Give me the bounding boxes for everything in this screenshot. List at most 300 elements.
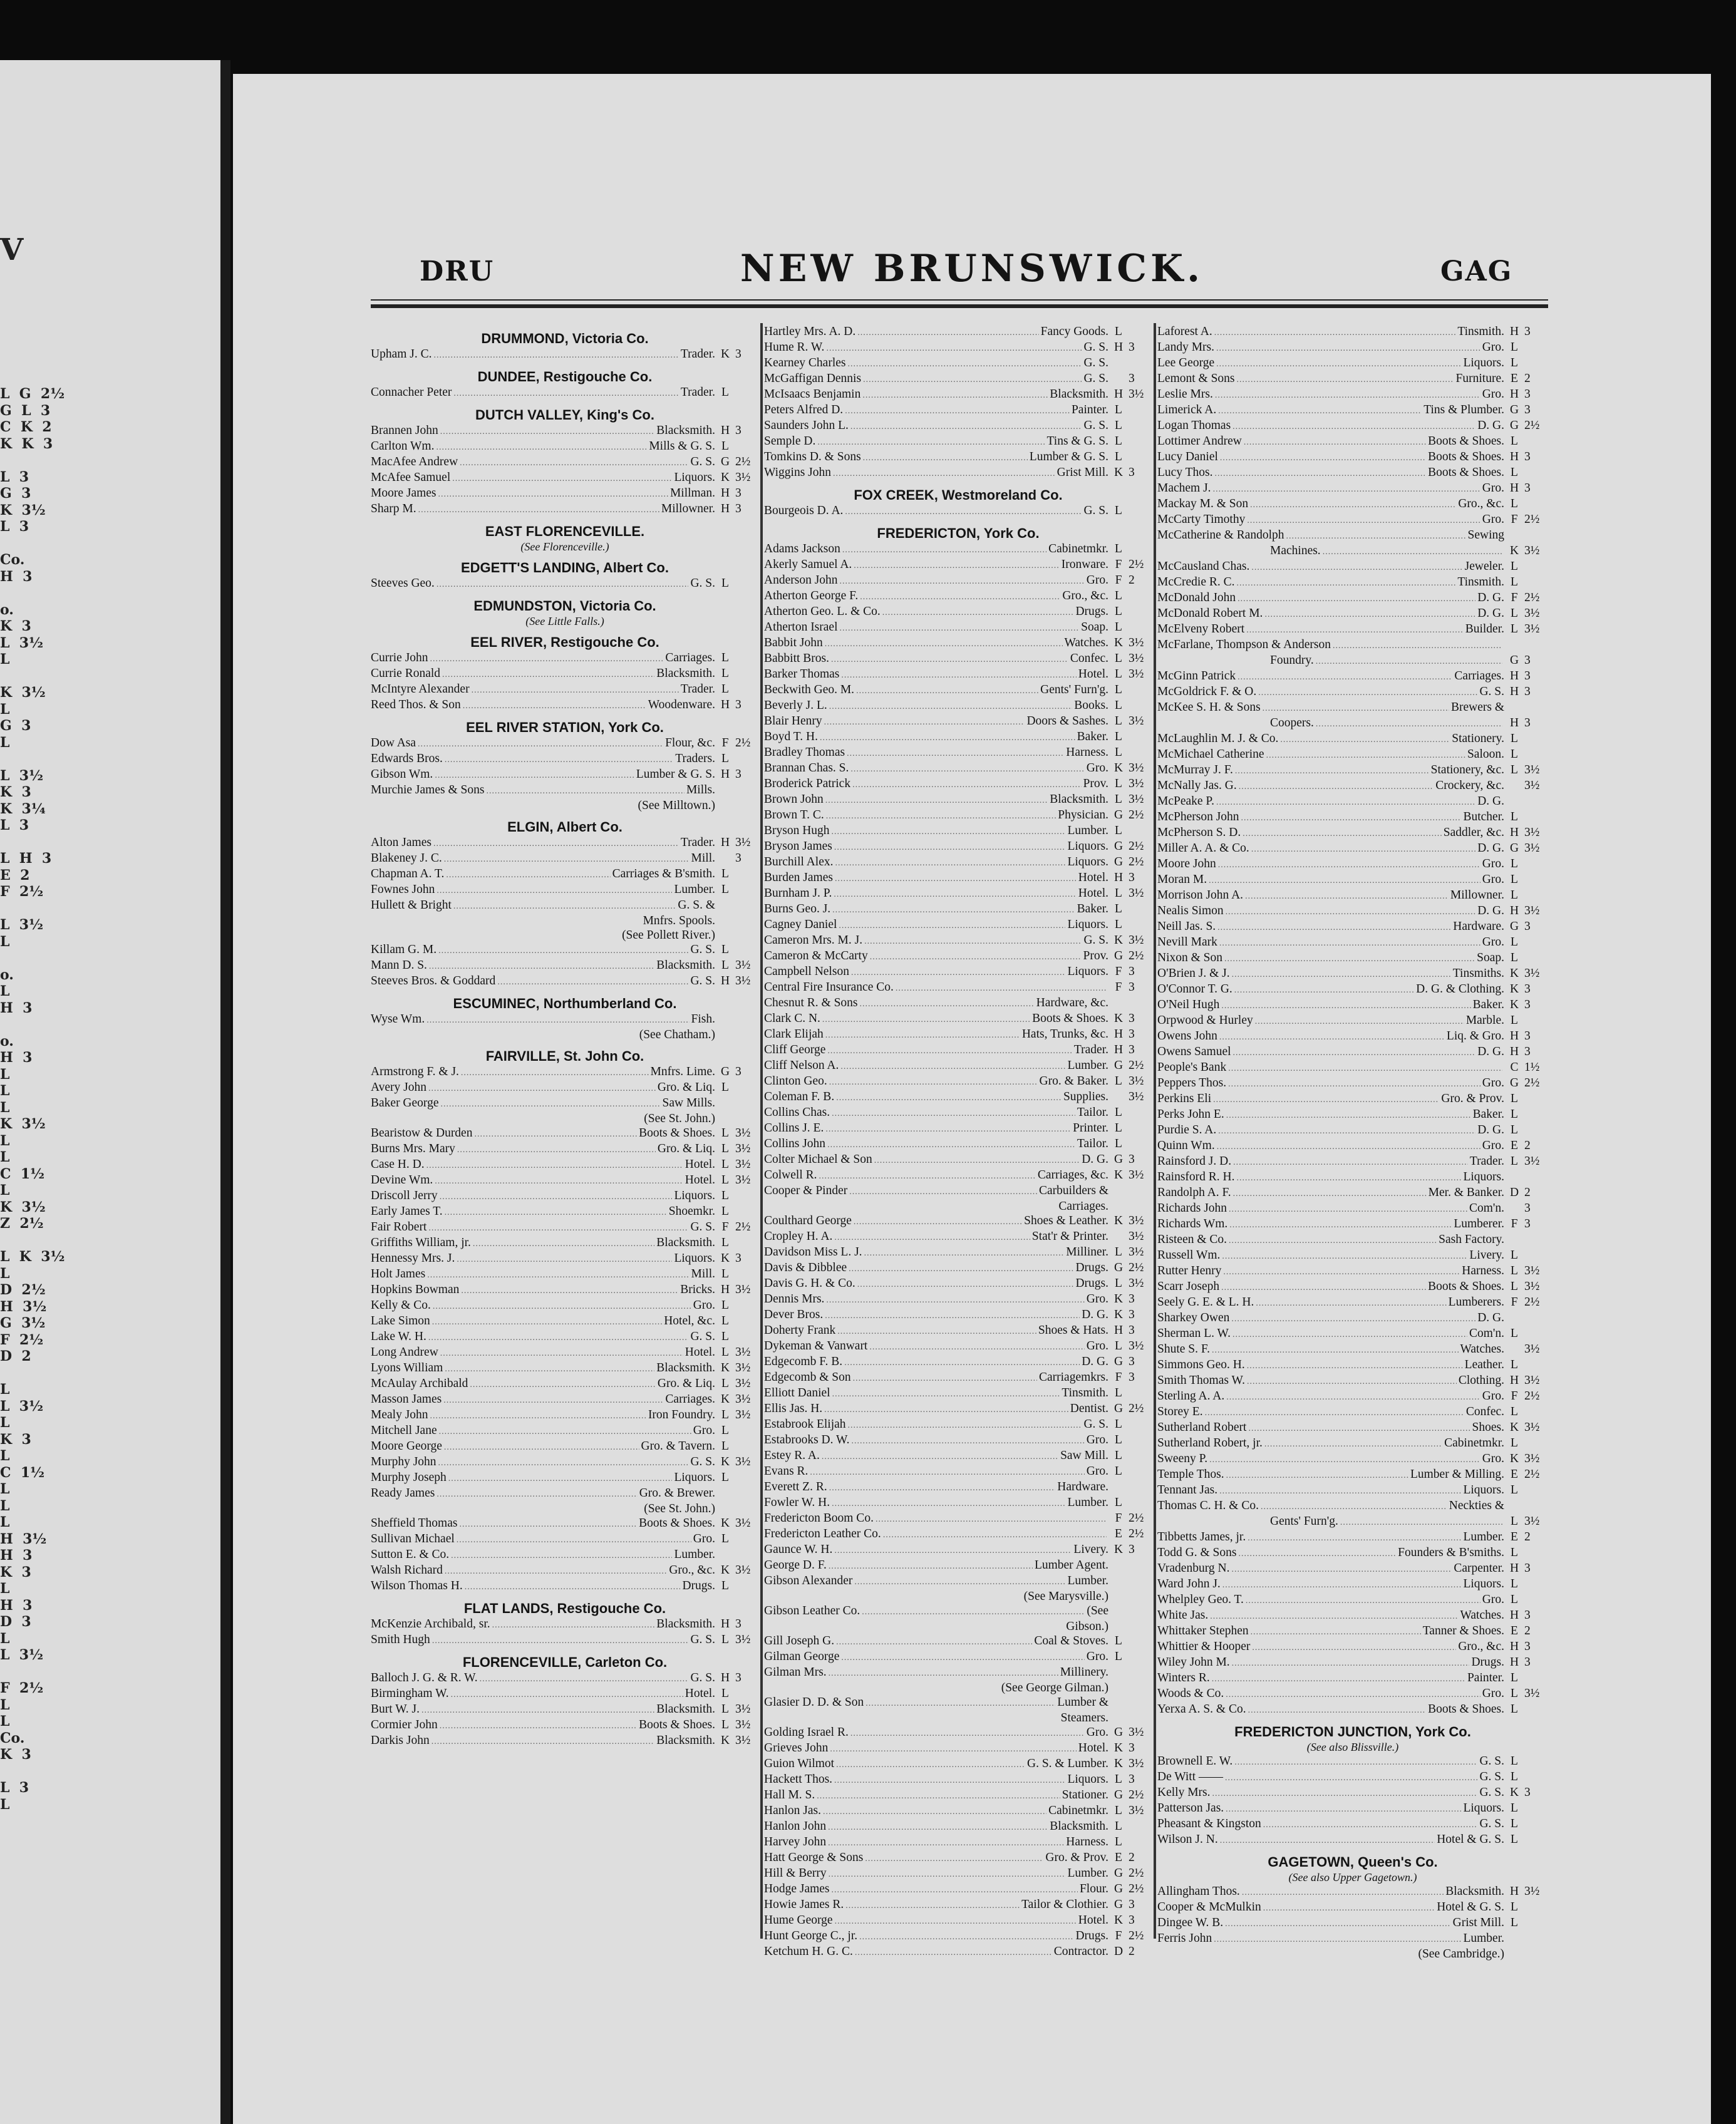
- entry-name: Coulthard George: [764, 1214, 852, 1227]
- continuation-line: Carriages.: [1058, 1200, 1108, 1213]
- entry-credit-rating: K: [1509, 1421, 1519, 1434]
- entry-credit-rating: L: [1115, 1418, 1122, 1431]
- entry-name: Wiley John M.: [1157, 1656, 1230, 1669]
- entry-capital-rating: 2: [1524, 1186, 1531, 1199]
- entry-name: Hodge James: [764, 1882, 830, 1895]
- entry-capital-rating: 2½: [1524, 1076, 1540, 1090]
- left-page-rating-fragment: L 3: [0, 817, 29, 833]
- directory-entry: [371, 1547, 759, 1563]
- entry-business: Trader.: [680, 386, 715, 399]
- entry-business: Gro.: [1086, 1650, 1108, 1663]
- entry-business: Gro.: [1482, 1593, 1504, 1606]
- entry-credit-rating: L: [1115, 793, 1122, 806]
- directory-entry: [1157, 1900, 1548, 1915]
- leader-dots: [1219, 936, 1480, 951]
- directory-entry: [764, 1011, 1152, 1027]
- entry-business: Watches.: [1064, 636, 1108, 649]
- leader-dots: [1263, 1818, 1478, 1832]
- entry-name: Sheffield Thomas: [371, 1517, 458, 1530]
- entry-credit-rating: H: [1509, 388, 1519, 401]
- entry-business: Shoes & Leather.: [1024, 1214, 1108, 1227]
- entry-credit-rating: L: [721, 1314, 729, 1328]
- leader-dots: [832, 1106, 1075, 1121]
- entry-name: Wilson Thomas H.: [371, 1579, 463, 1592]
- entry-name: Whittaker Stephen: [1157, 1624, 1249, 1637]
- directory-entry: [764, 1260, 1152, 1276]
- entry-business: Lumberers.: [1448, 1296, 1504, 1309]
- leader-dots: [1219, 1484, 1461, 1498]
- entry-credit-rating: G: [1113, 1867, 1124, 1880]
- entry-credit-rating: K: [1509, 544, 1519, 557]
- entry-name: Wyse Wm.: [371, 1013, 425, 1026]
- leader-dots: [831, 652, 1068, 667]
- entry-business: G. S.: [690, 1220, 715, 1234]
- entry-business: G. S.: [1083, 1418, 1108, 1431]
- leader-dots: [1323, 545, 1502, 559]
- entry-capital-rating: 3: [1524, 1609, 1531, 1622]
- town-heading: FREDERICTON JUNCTION, York Co.: [1234, 1724, 1471, 1740]
- entry-business: Baker.: [1472, 1108, 1504, 1121]
- entry-name: Early James T.: [371, 1205, 443, 1218]
- directory-entry: [1157, 1884, 1548, 1900]
- entry-business: G. S.: [1083, 372, 1108, 385]
- directory-entry: [1157, 747, 1548, 763]
- leader-dots: [1234, 983, 1414, 998]
- entry-name: Bryson Hugh: [764, 824, 830, 837]
- directory-entry: [1157, 1123, 1548, 1138]
- entry-name: Saunders John L.: [764, 419, 849, 432]
- leader-dots: [1250, 498, 1456, 512]
- entry-business: Hotel.: [1078, 1914, 1108, 1927]
- entry-business: Lumber.: [1067, 824, 1108, 837]
- leader-dots: [444, 852, 690, 867]
- entry-name: Howie James R.: [764, 1898, 844, 1911]
- entry-name: Hatt George & Sons: [764, 1851, 864, 1864]
- entry-business: Gro.: [1086, 1465, 1108, 1478]
- entry-credit-rating: G: [1509, 654, 1519, 667]
- entry-capital-rating: 3½: [1524, 826, 1540, 839]
- entry-credit-rating: L: [721, 1633, 729, 1646]
- entry-credit-rating: L: [1115, 435, 1122, 448]
- entry-name: Winters R.: [1157, 1671, 1210, 1684]
- leader-dots: [819, 1169, 1036, 1183]
- entry-credit-rating: L: [721, 1346, 729, 1359]
- leader-dots: [842, 543, 1046, 557]
- directory-entry: [371, 1455, 759, 1470]
- entry-name: Glasier D. D. & Son: [764, 1696, 864, 1709]
- directory-entry: [371, 1282, 759, 1298]
- directory-entry: [764, 1152, 1152, 1168]
- entry-business: Blacksmith.: [656, 1361, 715, 1374]
- entry-capital-rating: 3½: [1524, 1264, 1540, 1277]
- entry-credit-rating: G: [1113, 808, 1124, 822]
- entry-name: Broderick Patrick: [764, 777, 851, 790]
- entry-name: McCarty Timothy: [1157, 513, 1246, 526]
- entry-name: Baker George: [371, 1096, 439, 1110]
- entry-name: Sharkey Owen: [1157, 1311, 1230, 1324]
- entry-business: Tinsmith.: [1062, 1386, 1108, 1400]
- entry-capital-rating: 3½: [1524, 1515, 1540, 1528]
- town-heading: DUNDEE, Restigouche Co.: [477, 369, 653, 384]
- entry-name: Kearney Charles: [764, 356, 846, 369]
- directory-entry: [1157, 731, 1548, 747]
- leader-dots: [823, 1805, 1046, 1819]
- entry-business: Mills & G. S.: [649, 440, 715, 453]
- directory-entry: [764, 1756, 1152, 1772]
- entry-name: Cooper & Pinder: [764, 1184, 848, 1197]
- entry-business: Lumber.: [1463, 1530, 1504, 1544]
- continuation-line: (See Chatham.): [639, 1028, 715, 1041]
- entry-business: Bricks.: [680, 1283, 715, 1296]
- entry-business: Builder.: [1465, 622, 1504, 636]
- entry-name: Rainsford J. D.: [1157, 1155, 1232, 1168]
- entry-name: O'Neil Hugh: [1157, 998, 1220, 1011]
- entry-credit-rating: F: [1115, 1512, 1122, 1525]
- entry-business: Shoes.: [1472, 1421, 1504, 1434]
- entry-credit-rating: L: [721, 1236, 729, 1249]
- entry-credit-rating: L: [721, 1205, 729, 1218]
- entry-credit-rating: H: [1113, 1028, 1124, 1041]
- directory-entry: [764, 698, 1152, 714]
- entry-name: Evans R.: [764, 1465, 809, 1478]
- leader-dots: [1226, 1468, 1408, 1483]
- entry-name: Murchie James & Sons: [371, 783, 485, 796]
- entry-credit-rating: H: [1509, 1640, 1519, 1653]
- leader-dots: [836, 1758, 1025, 1772]
- entry-credit-rating: L: [721, 1330, 729, 1343]
- entry-capital-rating: 3: [1524, 1640, 1531, 1653]
- entry-capital-rating: 3½: [1524, 1452, 1540, 1465]
- directory-entry: [764, 636, 1152, 651]
- directory-entry: [1157, 1545, 1548, 1561]
- entry-credit-rating: K: [1113, 636, 1124, 649]
- entry-business: Ironware.: [1061, 558, 1108, 571]
- entry-business: Gro.: [1086, 1726, 1108, 1739]
- entry-credit-rating: L: [1115, 1339, 1122, 1353]
- leader-dots: [1231, 1312, 1475, 1326]
- header-rule-thick: [371, 304, 1548, 308]
- directory-entry: [1157, 1311, 1548, 1326]
- directory-entry: [1157, 1817, 1548, 1832]
- town-heading: FLAT LANDS, Restigouche Co.: [463, 1601, 666, 1616]
- entry-business: Millinery.: [1060, 1666, 1108, 1679]
- entry-business: Liquors.: [1463, 1483, 1504, 1497]
- entry-capital-rating: 3½: [735, 959, 751, 972]
- entry-business: Flour, &c.: [665, 736, 715, 750]
- entry-name: Holt James: [371, 1267, 426, 1281]
- leader-dots: [1226, 1802, 1461, 1817]
- directory-entry: [764, 870, 1152, 886]
- entry-credit-rating: L: [1511, 763, 1518, 776]
- entry-capital-rating: 2½: [1129, 1527, 1144, 1540]
- entry-name: Whittier & Hooper: [1157, 1640, 1251, 1653]
- entry-business: D. G.: [1477, 419, 1504, 432]
- entry-credit-rating: E: [1115, 1851, 1122, 1864]
- directory-entry: [764, 465, 1152, 481]
- entry-capital-rating: 3½: [1524, 1687, 1540, 1700]
- entry-credit-rating: H: [1509, 669, 1519, 683]
- left-page-rating-fragment: L: [0, 1481, 10, 1497]
- leader-dots: [1226, 1688, 1480, 1702]
- entry-credit-rating: E: [1511, 1624, 1518, 1637]
- directory-entry: [371, 1235, 759, 1251]
- directory-entry: [371, 882, 759, 898]
- left-page-rating-fragment: G 3: [0, 485, 31, 502]
- entry-credit-rating: L: [1115, 777, 1122, 790]
- entry-name: Boyd T. H.: [764, 730, 818, 743]
- leader-dots: [1232, 967, 1451, 982]
- entry-capital-rating: 2: [1524, 1624, 1531, 1637]
- entry-business: Iron Foundry.: [648, 1408, 715, 1421]
- entry-credit-rating: F: [1115, 1929, 1122, 1942]
- entry-capital-rating: 3½: [735, 1158, 751, 1171]
- directory-entry: [1157, 324, 1548, 340]
- leader-dots: [817, 1789, 1060, 1803]
- directory-entry: [764, 902, 1152, 917]
- directory-entry: [764, 714, 1152, 729]
- leader-dots: [1237, 670, 1452, 684]
- directory-entry: [1157, 669, 1548, 684]
- entry-capital-rating: 2½: [1129, 840, 1144, 853]
- left-page-rating-fragment: L: [0, 1149, 10, 1165]
- entry-credit-rating: H: [720, 836, 730, 849]
- directory-entry: [764, 1292, 1152, 1307]
- directory-entry: [764, 1558, 1152, 1574]
- entry-capital-rating: 3½: [735, 1142, 751, 1155]
- entry-capital-rating: 3½: [1129, 1804, 1144, 1817]
- entry-name: McMichael Catherine: [1157, 748, 1264, 761]
- entry-business: Mill.: [691, 852, 715, 865]
- directory-entry: [1157, 1530, 1548, 1545]
- leader-dots: [1212, 1786, 1478, 1801]
- leader-dots: [852, 1434, 1085, 1448]
- entry-capital-rating: 3½: [1129, 1214, 1144, 1227]
- entry-capital-rating: 2½: [1129, 808, 1144, 822]
- leader-dots: [1237, 592, 1475, 606]
- entry-business: Liquors.: [1067, 840, 1108, 853]
- leader-dots: [882, 606, 1074, 620]
- entry-name: Campbell Nelson: [764, 965, 849, 978]
- entry-credit-rating: L: [721, 1189, 729, 1202]
- entry-credit-rating: L: [1115, 714, 1122, 728]
- directory-entry: [764, 1433, 1152, 1448]
- leader-dots: [431, 1735, 655, 1749]
- entry-capital-rating: 3: [1524, 403, 1531, 416]
- entry-capital-rating: 2½: [1524, 1389, 1540, 1403]
- leader-dots: [421, 1703, 654, 1718]
- entry-name: Sterling A. A.: [1157, 1389, 1225, 1403]
- entry-capital-rating: 3: [735, 852, 741, 865]
- leader-dots: [1233, 1046, 1476, 1060]
- directory-entry: [764, 1121, 1152, 1137]
- entry-business: Liquors.: [674, 471, 715, 484]
- entry-name: Gibson Wm.: [371, 768, 433, 781]
- leader-dots: [445, 1564, 667, 1579]
- directory-entry: [764, 1370, 1152, 1386]
- entry-credit-rating: L: [721, 959, 729, 972]
- entry-name: Collins John: [764, 1137, 826, 1150]
- directory-entry: [764, 980, 1152, 996]
- left-page-rating-fragment: L 3½: [0, 1647, 44, 1663]
- entry-business: Lumber.: [674, 1548, 715, 1561]
- entry-credit-rating: L: [1115, 699, 1122, 712]
- entry-name: Cliff George: [764, 1043, 826, 1056]
- leader-dots: [834, 887, 1076, 902]
- entry-capital-rating: 3½: [1524, 779, 1540, 792]
- left-page-rating-fragment: o.: [0, 601, 14, 618]
- leader-dots: [436, 440, 647, 455]
- leader-dots: [1218, 404, 1422, 418]
- leader-dots: [438, 944, 688, 958]
- directory-entry: [764, 1464, 1152, 1480]
- entry-business: Tins & G. S.: [1046, 435, 1108, 448]
- leader-dots: [835, 856, 1066, 870]
- leader-dots: [863, 451, 1028, 465]
- entry-capital-rating: 3: [1524, 654, 1531, 667]
- leader-dots: [1238, 1547, 1396, 1561]
- entry-name: Central Fire Insurance Co.: [764, 981, 894, 994]
- entry-credit-rating: K: [1113, 466, 1124, 479]
- entry-credit-rating: F: [1115, 1371, 1122, 1384]
- entry-business: Hotel.: [685, 1687, 715, 1700]
- entry-name: Reed Thos. & Son: [371, 698, 461, 711]
- town-heading: DRUMMOND, Victoria Co.: [481, 331, 649, 346]
- entry-business: D. G.: [1477, 904, 1504, 917]
- entry-business: G. S.: [690, 1330, 715, 1343]
- leader-dots: [841, 1651, 1084, 1665]
- directory-entry: [371, 1267, 759, 1282]
- entry-business: D. G.: [1477, 591, 1504, 604]
- directory-entry: [1157, 1577, 1548, 1592]
- entry-credit-rating: L: [1511, 1155, 1518, 1168]
- entry-name: Cagney Daniel: [764, 918, 837, 931]
- entry-name: Pheasant & Kingston: [1157, 1817, 1261, 1830]
- leader-dots: [827, 1138, 1075, 1152]
- entry-name: Beverly J. L.: [764, 699, 827, 712]
- leader-dots: [1241, 811, 1462, 825]
- entry-credit-rating: K: [720, 1361, 730, 1374]
- entry-credit-rating: F: [1115, 558, 1122, 571]
- leader-dots: [437, 1487, 637, 1502]
- entry-name: Cameron & McCarty: [764, 949, 868, 962]
- leader-dots: [896, 981, 1107, 996]
- entry-business: Blacksmith.: [656, 667, 715, 680]
- entry-credit-rating: L: [1511, 560, 1518, 573]
- leader-dots: [1237, 373, 1454, 387]
- entry-business: (See: [1087, 1604, 1108, 1617]
- entry-credit-rating: K: [720, 1252, 730, 1265]
- directory-entry: [1157, 1342, 1548, 1358]
- entry-name: Gilman George: [764, 1650, 840, 1663]
- entry-credit-rating: H: [720, 424, 730, 437]
- entry-name: O'Connor T. G.: [1157, 982, 1232, 996]
- entry-name: Bearistow & Durden: [371, 1126, 473, 1140]
- entry-capital-rating: 2½: [1524, 1468, 1540, 1481]
- entry-name: Hullett & Bright: [371, 899, 452, 912]
- leader-dots: [1244, 435, 1426, 450]
- entry-business: Carriages & B'smith.: [612, 867, 715, 880]
- continuation-line: (See Marysville.): [1023, 1590, 1108, 1603]
- entry-name: Murphy John: [371, 1455, 437, 1468]
- entry-business: Gro. & Liq.: [657, 1377, 715, 1390]
- leader-dots: [1228, 1061, 1502, 1076]
- leader-dots: [1247, 513, 1480, 528]
- directory-entry: [371, 1718, 759, 1733]
- leader-dots: [841, 668, 1076, 683]
- entry-business: Boots & Shoes.: [639, 1718, 715, 1731]
- left-page-rating-fragment: K 3½: [0, 1199, 46, 1215]
- leader-dots: [1247, 1374, 1457, 1389]
- entry-capital-rating: 3½: [1129, 652, 1144, 665]
- entry-name: Adams Jackson: [764, 542, 840, 555]
- directory-entry: [1157, 1029, 1548, 1044]
- directory-entry: [371, 1423, 759, 1439]
- leader-dots: [829, 1075, 1038, 1090]
- leader-dots: [452, 472, 672, 486]
- directory-entry: [1157, 857, 1548, 872]
- entry-business: Boots & Shoes.: [1428, 450, 1504, 463]
- left-page-rating-fragment: L 3: [0, 1780, 29, 1796]
- entry-credit-rating: H: [1509, 1656, 1519, 1669]
- leader-dots: [1235, 764, 1429, 778]
- entry-name: Todd G. & Sons: [1157, 1546, 1237, 1559]
- entry-credit-rating: L: [1511, 497, 1518, 510]
- leader-dots: [837, 1324, 1036, 1339]
- entry-business: Blacksmith.: [1050, 1820, 1108, 1833]
- entry-business: Blacksmith.: [656, 1703, 715, 1716]
- entry-business: Tinsmith.: [1457, 575, 1504, 589]
- left-page-rating-fragment: L: [0, 651, 10, 668]
- entry-name: Richards Wm.: [1157, 1217, 1228, 1230]
- directory-entry: [764, 450, 1152, 465]
- entry-credit-rating: L: [1511, 1249, 1518, 1262]
- directory-entry: [1157, 340, 1548, 356]
- directory-entry: [371, 751, 759, 767]
- directory-entry: [371, 1470, 759, 1486]
- entry-credit-rating: G: [1509, 842, 1519, 855]
- entry-name: Collins J. E.: [764, 1121, 824, 1135]
- entry-business: Soap.: [1081, 621, 1108, 634]
- leader-dots: [1224, 952, 1475, 966]
- entry-credit-rating: C: [1510, 1061, 1519, 1074]
- left-page-rating-fragment: L: [0, 701, 10, 718]
- entry-name: Colter Michael & Son: [764, 1153, 872, 1166]
- leader-dots: [418, 737, 663, 751]
- entry-name: Driscoll Jerry: [371, 1189, 438, 1202]
- left-page-rating-fragment: L 3½: [0, 917, 44, 933]
- entry-credit-rating: D: [1509, 1186, 1519, 1199]
- entry-name: McDonald Robert M.: [1157, 607, 1263, 620]
- entry-credit-rating: K: [1113, 1757, 1124, 1770]
- town-heading: GAGETOWN, Queen's Co.: [1268, 1854, 1438, 1870]
- directory-entry: [371, 1376, 759, 1392]
- leader-dots: [461, 1066, 649, 1080]
- directory-entry: [764, 1803, 1152, 1819]
- left-page-header-fragment: V: [0, 232, 24, 267]
- leader-dots: [1255, 1014, 1464, 1029]
- leader-dots: [1225, 1917, 1451, 1931]
- entry-credit-rating: K: [1509, 982, 1519, 996]
- entry-credit-rating: L: [1115, 542, 1122, 555]
- entry-business: Gro., &c.: [1062, 589, 1108, 602]
- entry-credit-rating: F: [1115, 981, 1122, 994]
- entry-name: Perks John E.: [1157, 1108, 1224, 1121]
- entry-credit-rating: H: [1509, 1609, 1519, 1622]
- leader-dots: [1210, 1609, 1458, 1624]
- entry-business: Millman.: [669, 487, 715, 500]
- directory-entry: [1157, 1264, 1548, 1279]
- entry-business: Livery.: [1469, 1249, 1504, 1262]
